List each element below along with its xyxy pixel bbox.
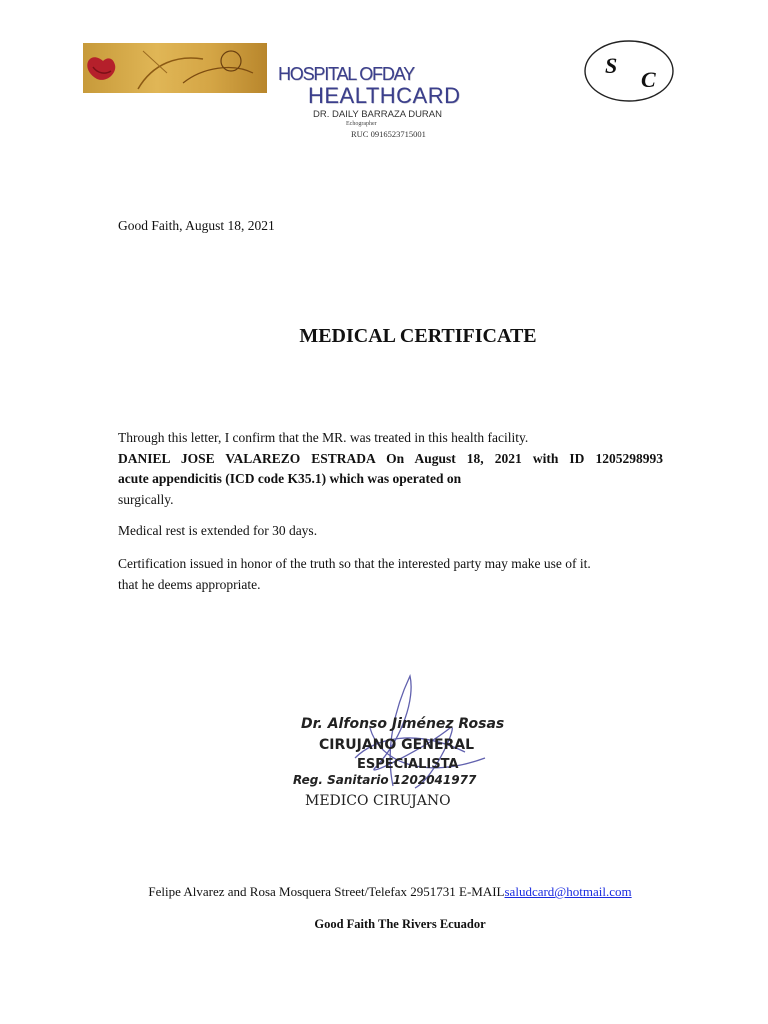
stamp-line-specialty: CIRUJANO GENERAL — [319, 737, 475, 753]
paragraph-rest: Medical rest is extended for 30 days. — [118, 523, 318, 538]
doctor-role: Echographer — [346, 121, 377, 127]
stamp-line-specialist: ESPECIALISTA — [357, 757, 459, 772]
stamp-line-title: MEDICO CIRUJANO — [305, 793, 451, 809]
paragraph-certification — [118, 554, 663, 595]
hospital-name: HOSPITAL OFDAY — [278, 64, 414, 84]
stamp-line-name: Dr. Alfonso Jiménez Rosas — [301, 716, 505, 732]
hospital-logo-image — [83, 43, 267, 93]
footer-address — [0, 884, 768, 900]
certification-line1: Certification issued in honor of the truth so that the interested party may make use of it. — [118, 556, 591, 571]
certificate-title: MEDICAL CERTIFICATE — [299, 325, 537, 347]
paragraph-end: surgically. — [118, 491, 174, 507]
email-link[interactable]: saludcard@hotmail.com — [504, 884, 632, 899]
paragraph-intro: Through this letter, I confirm that the MR. was treated in this health facility. — [118, 430, 529, 445]
address-text: Felipe Alvarez and Rosa Mosquera Street/Telefax 2951731 E-MAIL — [148, 884, 505, 899]
certification-line2: that he deems appropriate. — [118, 576, 261, 592]
ruc-number: RUC 0916523715001 — [351, 129, 426, 139]
patient-details: DANIEL JOSE VALAREZO ESTRADA On August 18, 2021 with ID 1205298993 — [118, 450, 663, 466]
paragraph-treatment — [118, 428, 663, 510]
logo-letter-s: S — [605, 53, 618, 78]
date-line: Good Faith, August 18, 2021 — [118, 218, 275, 233]
sc-logo — [583, 39, 675, 103]
doctor-stamp — [275, 668, 515, 813]
brand-name: HEALTHCARD — [308, 83, 461, 108]
footer-location: Good Faith The Rivers Ecuador — [314, 917, 486, 931]
diagnosis-details: acute appendicitis (ICD code K35.1) which was operated on — [118, 471, 462, 486]
logo-letter-c: C — [641, 67, 656, 92]
doctor-name: DR. DAILY BARRAZA DURAN — [313, 109, 442, 120]
stamp-line-registration: Reg. Sanitario 1202041977 — [293, 773, 477, 787]
